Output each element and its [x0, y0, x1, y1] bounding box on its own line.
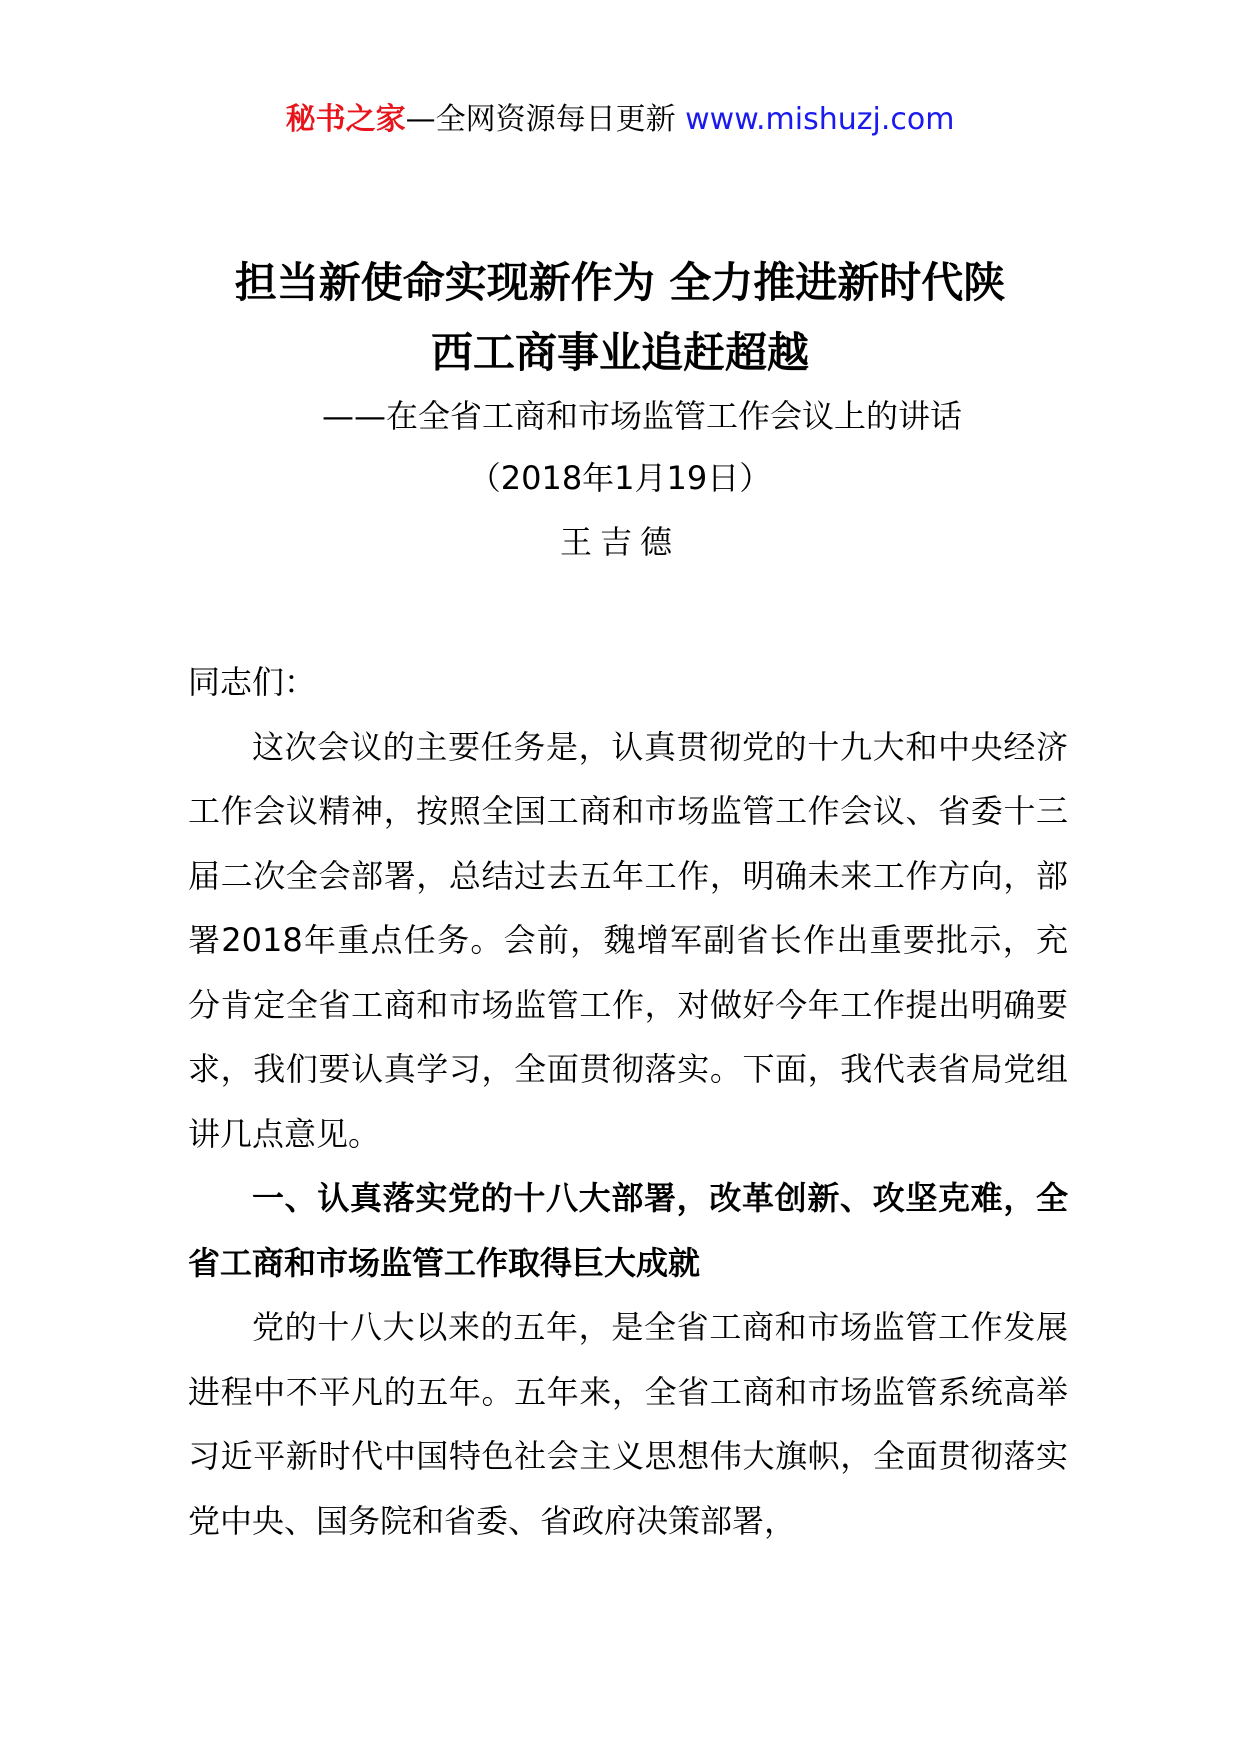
site-header — [0, 100, 1240, 140]
document-body — [188, 650, 1068, 1553]
document-title — [150, 248, 1090, 388]
title-line-1: 担当新使命实现新作为 全力推进新时代陕 — [234, 258, 1006, 307]
salutation: 同志们： — [188, 663, 317, 701]
site-url-link[interactable]: www.mishuzj.com — [685, 102, 955, 137]
header-tagline: —全网资源每日更新 — [405, 102, 686, 137]
speech-date: （2018年1月19日） — [468, 459, 772, 497]
speaker-name: 王吉德 — [559, 523, 680, 561]
section-heading: 一、认真落实党的十八大部署，改革创新、攻坚克难，全省工商和市场监管工作取得巨大成就 — [188, 1179, 1068, 1282]
section-paragraph: 党的十八大以来的五年，是全省工商和市场监管工作发展进程中不平凡的五年。五年来，全省工商和市场监管系统高举习近平新时代中国特色社会主义思想伟大旗帜，全面贯彻落实党中央、国务院和省委、省政府决策部署， — [188, 1308, 1068, 1540]
document-subtitle: ——在全省工商和市场监管工作会议上的讲话 — [322, 397, 963, 435]
intro-paragraph: 这次会议的主要任务是，认真贯彻党的十九大和中央经济工作会议精神，按照全国工商和市场监管工作会议、省委十三届二次全会部署，总结过去五年工作，明确未来工作方向，部署2018年重点任务。会前，魏增军副省长作出重要批示，充分肯定全省工商和市场监管工作，对做好今年工作提出明确要求，我们要认真学习，全面贯彻落实。下面，我代表省局党组讲几点意见。 — [188, 727, 1068, 1153]
brand-name: 秘书之家 — [285, 102, 406, 137]
title-line-2: 西工商事业追赶超越 — [430, 328, 809, 377]
